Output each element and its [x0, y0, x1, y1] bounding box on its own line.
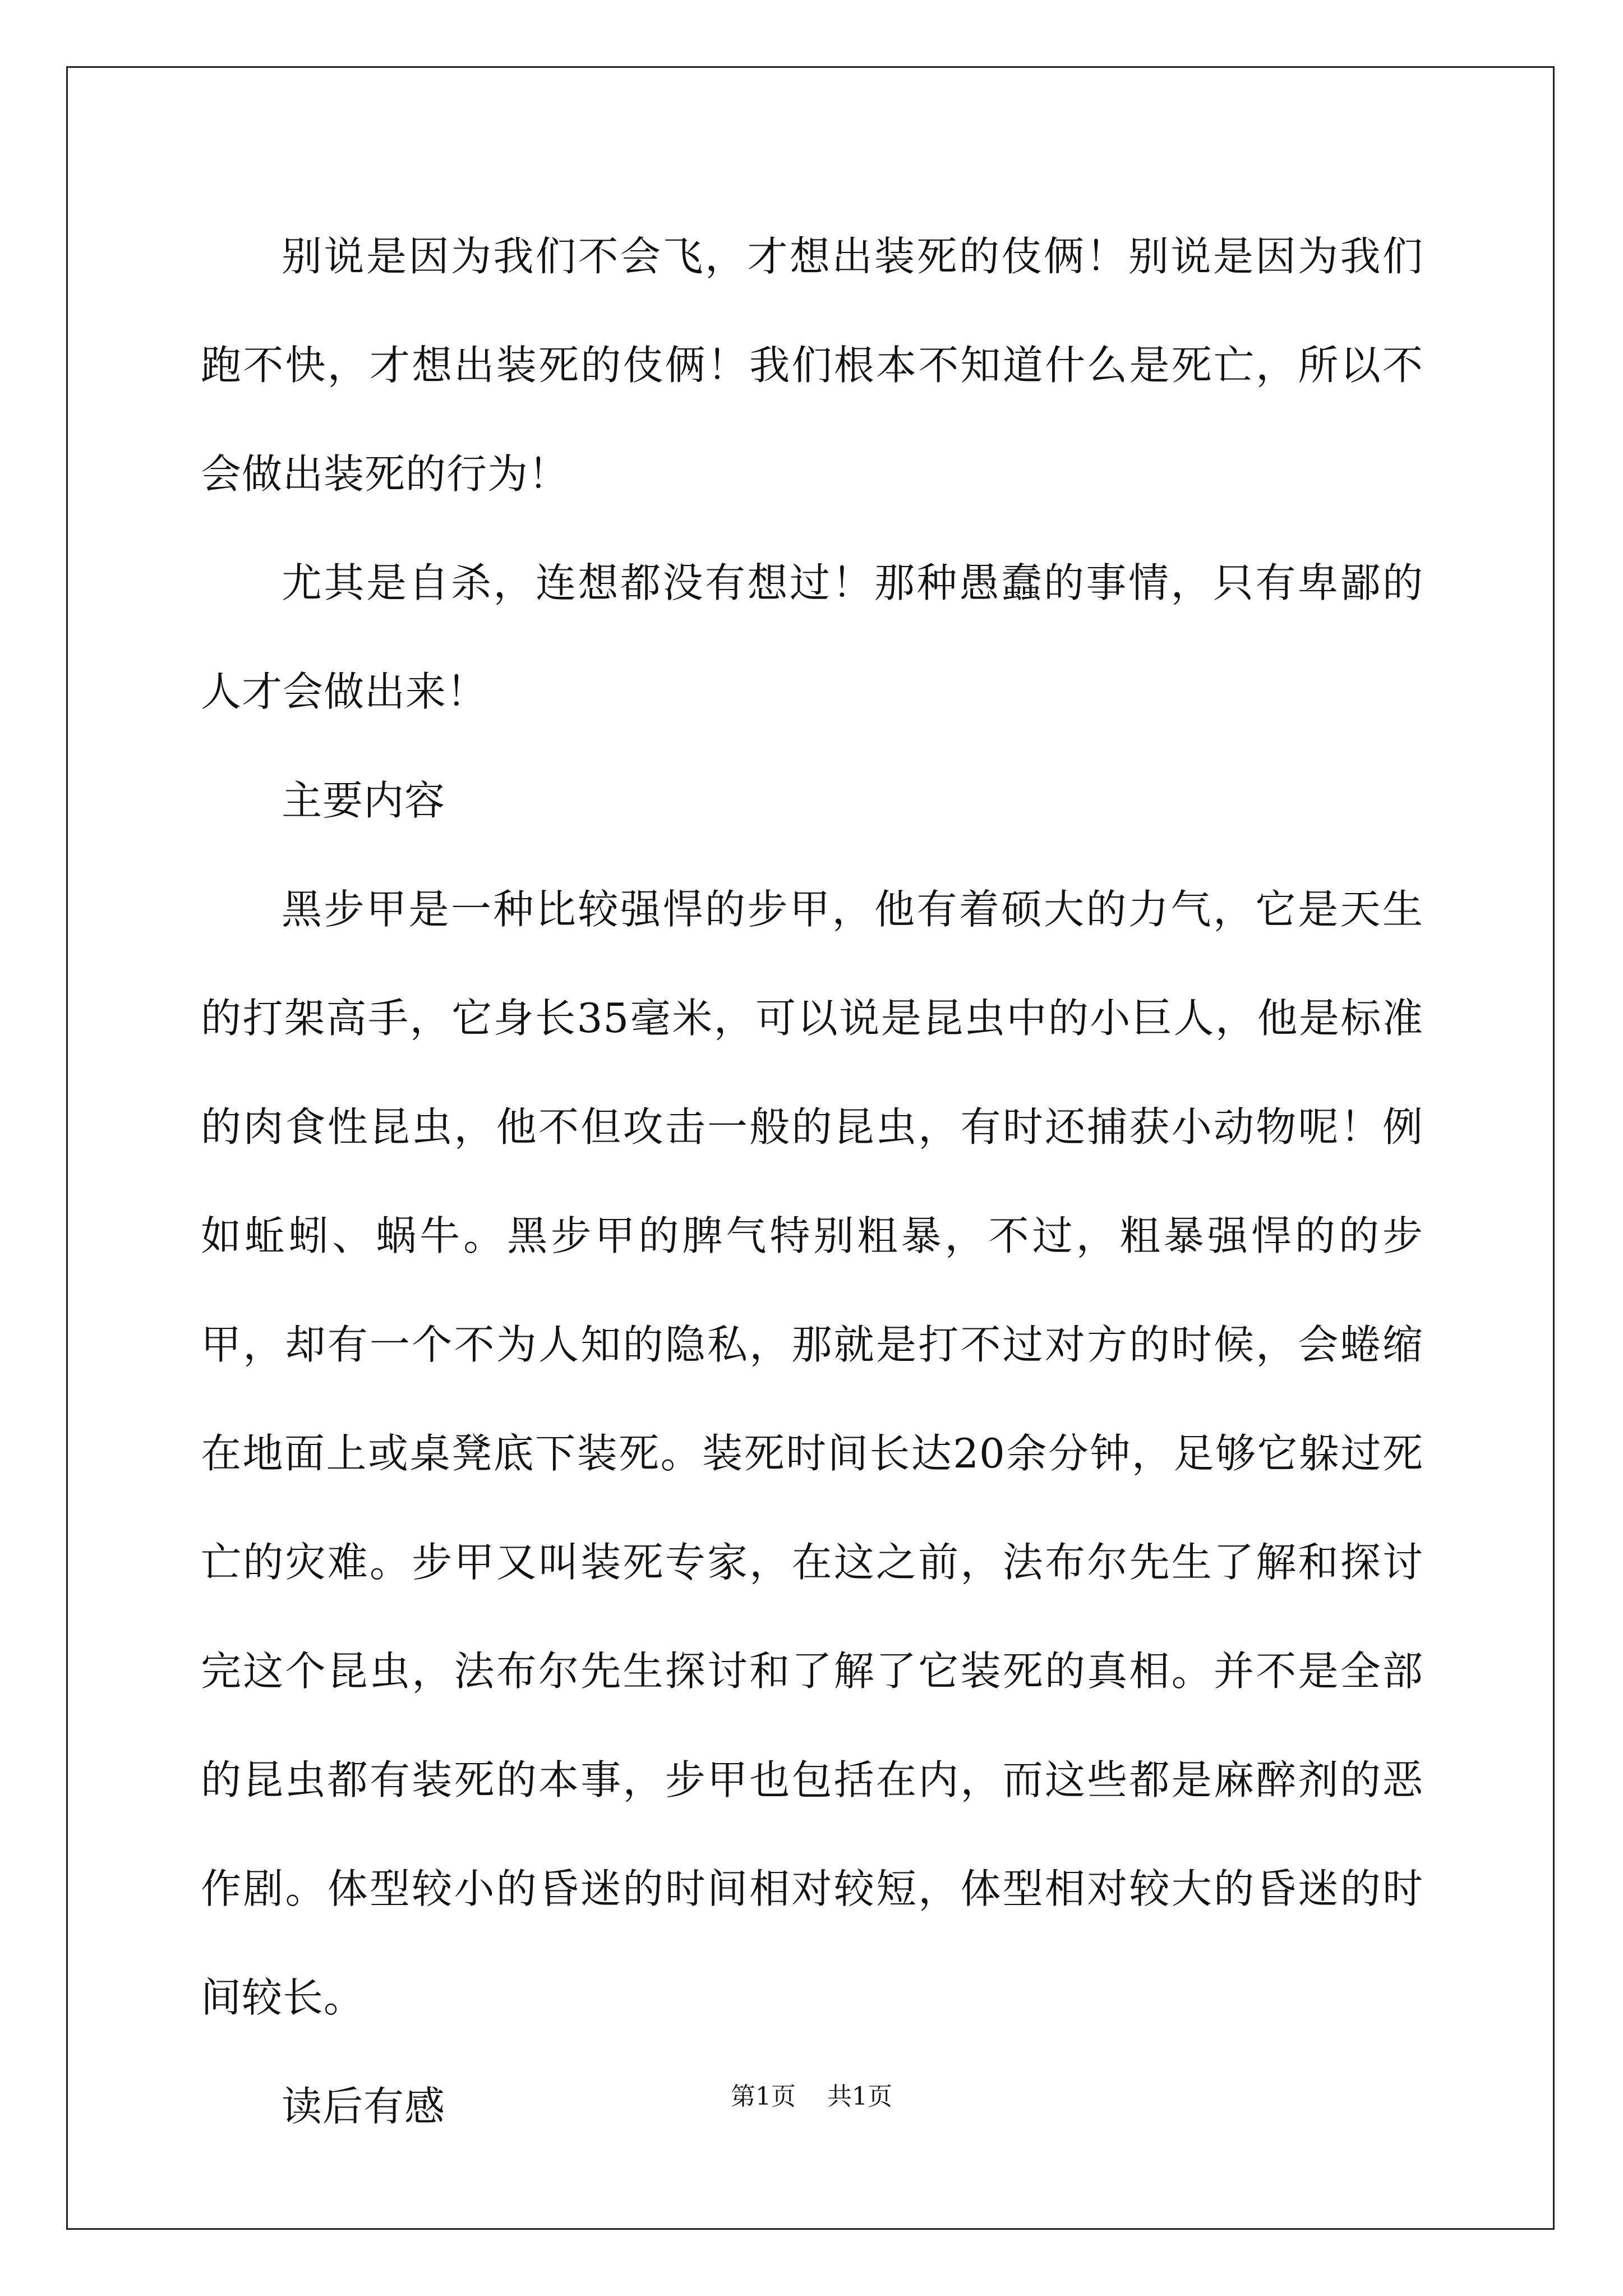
paragraph-3: 黑步甲是一种比较强悍的步甲，他有着硕大的力气，它是天生的打架高手，它身长35毫米，可以说是昆虫中的小巨人，他是标准的肉食性昆虫，他不但攻击一般的昆虫，有时还捕获小动物呢！例如蚯蚓、蜗牛。黑步甲的脾气特别粗暴，不过，粗暴强悍的的步甲，却有一个不为人知的隐私，那就是打不过对方的时候，会蜷缩在地面上或桌凳底下装死。装死时间长达20余分钟，足够它躲过死亡的灾难。步甲又叫装死专家，在这之前，法布尔先生了解和探讨完这个昆虫，法布尔先生探讨和了解了它装死的真相。并不是全部的昆虫都有装死的本事，步甲也包括在内，而这些都是麻醉剂的恶作剧。体型较小的昏迷的时间相对较短，体型相对较大的昏迷的时间较长。: [201, 886, 1423, 2021]
section-heading-main-content: 主要内容: [282, 777, 446, 824]
section-heading-reflection: 读后有感: [282, 2083, 446, 2130]
page-number-current: 第1页: [731, 2082, 796, 2111]
paragraph-1: 别说是因为我们不会飞，才想出装死的伎俩！别说是因为我们跑不快，才想出装死的伎俩！我们根本不知道什么是死亡，所以不会做出装死的行为！: [201, 233, 1423, 498]
page-footer: [0, 2080, 1623, 2114]
document-body: [201, 202, 1423, 2161]
paragraph-2: 尤其是自杀，连想都没有想过！那种愚蠢的事情，只有卑鄙的人才会做出来！: [201, 559, 1423, 715]
page-number-total: 共1页: [827, 2082, 892, 2111]
